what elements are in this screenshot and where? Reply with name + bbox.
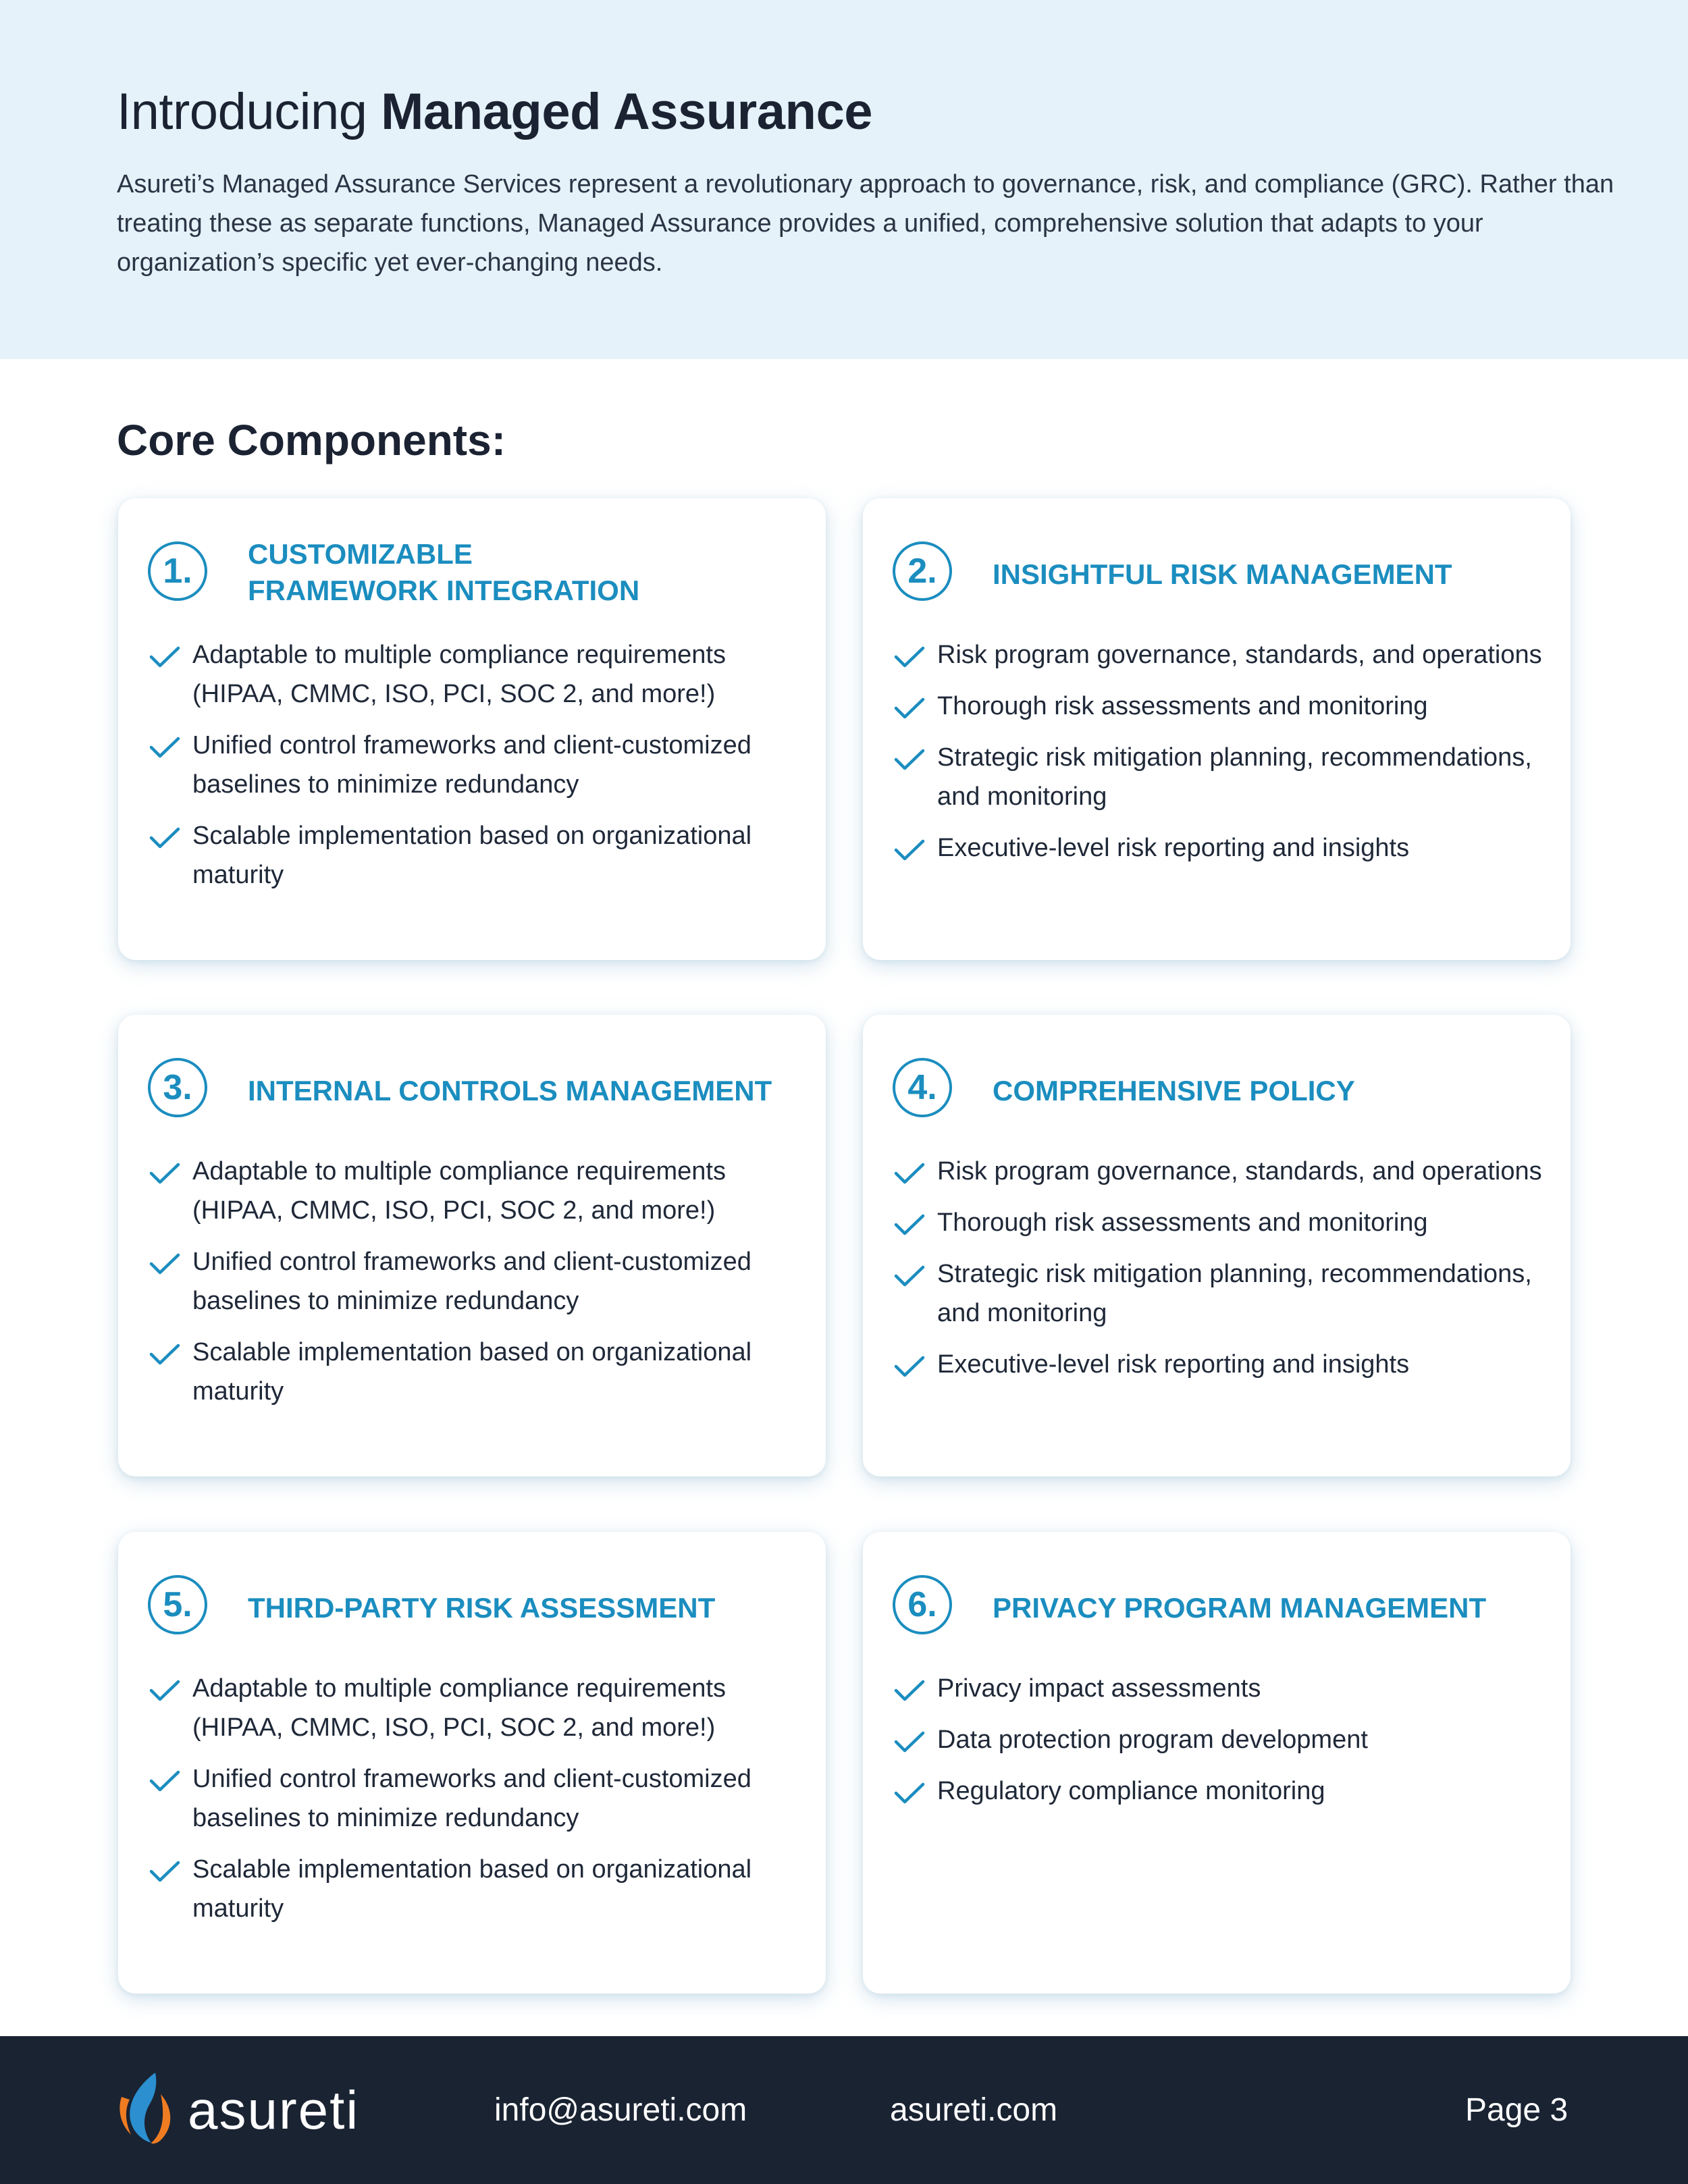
list-item <box>894 828 1549 868</box>
title-bold: Managed Assurance <box>381 83 872 140</box>
list-item-text: Unified control frameworks and client-customized baselines to minimize redundancy <box>192 731 751 799</box>
list-item-text: Thorough risk assessments and monitoring <box>937 1208 1428 1237</box>
hero-section <box>0 0 1688 359</box>
checkmark-icon <box>894 1214 925 1237</box>
list-item-text: Adaptable to multiple compliance requirements (HIPAA, CMMC, ISO, PCI, SOC 2, and more!) <box>192 1674 726 1742</box>
checkmark-icon <box>149 737 180 760</box>
list-item <box>149 1242 804 1321</box>
title-light: Introducing <box>117 83 381 140</box>
component-card-internal-controls <box>118 1015 826 1476</box>
card-title-line1: CUSTOMIZABLE <box>248 538 473 570</box>
list-item <box>894 1720 1549 1759</box>
card-title: COMPREHENSIVE POLICY <box>993 1075 1355 1107</box>
bullet-list <box>149 1152 804 1423</box>
component-card-privacy-program <box>863 1532 1571 1994</box>
number-badge: 3. <box>148 1058 207 1117</box>
checkmark-icon <box>894 646 925 669</box>
component-card-framework-integration <box>118 498 826 960</box>
list-item-text: Data protection program development <box>937 1726 1368 1754</box>
list-item <box>149 1759 804 1838</box>
list-item-text: Unified control frameworks and client-customized baselines to minimize redundancy <box>192 1248 751 1315</box>
page-number: Page 3 <box>1465 2092 1568 2128</box>
list-item <box>149 726 804 804</box>
checkmark-icon <box>149 1343 180 1366</box>
list-item-text: Adaptable to multiple compliance requirements (HIPAA, CMMC, ISO, PCI, SOC 2, and more!) <box>192 641 726 708</box>
list-item <box>149 1850 804 1928</box>
list-item-text: Unified control frameworks and client-customized baselines to minimize redundancy <box>192 1765 751 1832</box>
footer-email[interactable]: info@asureti.com <box>494 2092 747 2128</box>
list-item-text: Executive-level risk reporting and insights <box>937 834 1410 862</box>
card-title: INTERNAL CONTROLS MANAGEMENT <box>248 1075 772 1107</box>
checkmark-icon <box>894 697 925 720</box>
list-item <box>894 687 1549 726</box>
list-item <box>149 816 804 895</box>
section-title: Core Components: <box>117 416 506 464</box>
list-item-text: Adaptable to multiple compliance requirements (HIPAA, CMMC, ISO, PCI, SOC 2, and more!) <box>192 1157 726 1225</box>
list-item <box>894 1669 1549 1708</box>
checkmark-icon <box>149 827 180 850</box>
list-item-text: Strategic risk mitigation planning, recommendations, and monitoring <box>937 1260 1532 1327</box>
list-item-text: Scalable implementation based on organizational maturity <box>192 1855 752 1923</box>
number-badge: 6. <box>893 1575 952 1634</box>
bullet-list <box>894 1152 1549 1396</box>
checkmark-icon <box>149 1861 180 1884</box>
checkmark-icon <box>894 1680 925 1703</box>
footer-website[interactable]: asureti.com <box>890 2092 1058 2128</box>
component-card-comprehensive-policy <box>863 1015 1571 1476</box>
number-badge: 5. <box>148 1575 207 1634</box>
list-item <box>894 738 1549 816</box>
intro-paragraph: Asureti’s Managed Assurance Services represent a revolutionary approach to governance, risk, and compliance (GRC). Rather than treating these as separate functions, Managed Assurance provides a unified, comprehensive solution that adapts to your organization’s specific yet ever-changing needs. <box>117 170 1614 277</box>
component-card-third-party-risk <box>118 1532 826 1994</box>
asureti-logo-icon <box>116 2070 177 2146</box>
page-title <box>117 80 872 144</box>
footer <box>0 2036 1688 2184</box>
checkmark-icon <box>894 1265 925 1288</box>
number-badge: 1. <box>148 541 207 601</box>
list-item <box>894 1152 1549 1191</box>
list-item-text: Risk program governance, standards, and operations <box>937 641 1542 669</box>
list-item-text: Scalable implementation based on organizational maturity <box>192 822 752 889</box>
bullet-list <box>149 635 804 907</box>
list-item <box>894 1772 1549 1811</box>
list-item <box>894 1254 1549 1333</box>
checkmark-icon <box>894 1731 925 1754</box>
card-title: PRIVACY PROGRAM MANAGEMENT <box>993 1592 1487 1624</box>
checkmark-icon <box>149 646 180 669</box>
list-item <box>894 1203 1549 1242</box>
card-title: INSIGHTFUL RISK MANAGEMENT <box>993 558 1452 590</box>
checkmark-icon <box>894 1163 925 1186</box>
list-item-text: Scalable implementation based on organizational maturity <box>192 1338 752 1406</box>
list-item-text: Strategic risk mitigation planning, recommendations, and monitoring <box>937 743 1532 811</box>
list-item-text: Executive-level risk reporting and insights <box>937 1350 1410 1379</box>
card-title-line2: FRAMEWORK INTEGRATION <box>248 575 640 606</box>
component-card-risk-management <box>863 498 1571 960</box>
number-badge: 4. <box>893 1058 952 1117</box>
bullet-list <box>894 1669 1549 1823</box>
checkmark-icon <box>149 1680 180 1703</box>
list-item <box>149 635 804 714</box>
list-item-text: Regulatory compliance monitoring <box>937 1777 1325 1805</box>
checkmark-icon <box>894 1782 925 1805</box>
checkmark-icon <box>894 749 925 772</box>
checkmark-icon <box>894 1356 925 1379</box>
card-title: THIRD-PARTY RISK ASSESSMENT <box>248 1592 716 1624</box>
list-item <box>894 1345 1549 1384</box>
brand-name: asureti <box>188 2080 360 2140</box>
list-item-text: Thorough risk assessments and monitoring <box>937 692 1428 720</box>
list-item <box>149 1152 804 1230</box>
list-item-text: Privacy impact assessments <box>937 1674 1261 1703</box>
list-item-text: Risk program governance, standards, and operations <box>937 1157 1542 1186</box>
card-title <box>248 536 808 609</box>
number-badge: 2. <box>893 541 952 601</box>
checkmark-icon <box>149 1770 180 1793</box>
checkmark-icon <box>149 1253 180 1276</box>
checkmark-icon <box>149 1163 180 1186</box>
bullet-list <box>149 1669 804 1940</box>
list-item <box>149 1669 804 1747</box>
list-item <box>149 1333 804 1411</box>
checkmark-icon <box>894 839 925 862</box>
bullet-list <box>894 635 1549 880</box>
list-item <box>894 635 1549 674</box>
